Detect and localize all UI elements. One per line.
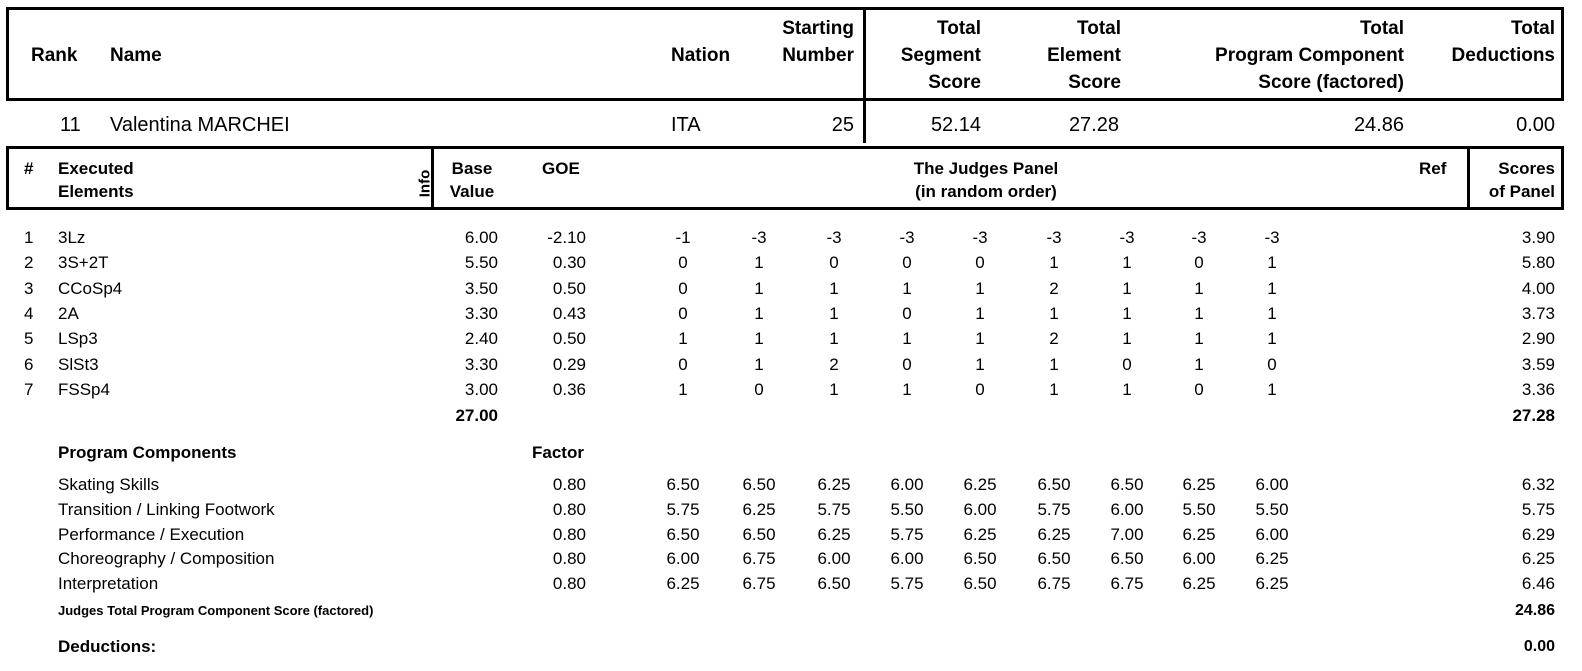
judge-mark: 0 [902,354,912,374]
judge-component-mark: 5.50 [1255,499,1289,519]
judge-component-mark: 6.50 [742,524,776,544]
element-panel-score: 3.73 [1521,303,1555,323]
element-name: FSSp4 [58,379,110,399]
judge-mark: 0 [975,253,985,273]
element-name: CCoSp4 [58,278,123,298]
element-base-value: 6.00 [464,228,498,247]
judge-mark: -3 [751,228,767,247]
ref-header: Ref [1419,159,1447,178]
judge-component-mark: 6.75 [1110,574,1144,594]
judge-component-mark: 6.25 [1255,574,1289,594]
element-name: LSp3 [58,329,98,349]
info-header: Info [416,169,434,198]
judge-component-mark: 6.75 [742,549,776,569]
judge-component-mark: 6.25 [1182,574,1216,594]
judge-component-mark: 6.00 [1255,475,1289,494]
judge-component-mark: 6.50 [817,574,851,594]
judge-mark: 1 [975,329,985,349]
component-factor: 0.80 [552,574,586,594]
judge-mark: 1 [1267,303,1277,323]
base-value-header: Base Value [449,159,495,201]
judges-panel-header: The Judges Panel (in random order) [913,159,1059,201]
judge-mark: 1 [1049,253,1059,273]
elements-base-total: 27.00 [455,406,498,425]
judge-component-mark: 6.00 [1255,524,1289,544]
header-divider [863,7,866,143]
judge-mark: 1 [902,278,912,298]
element-base-value: 3.00 [464,379,498,399]
judge-mark: 0 [678,278,688,298]
judge-component-mark: 6.00 [890,475,924,494]
judge-mark: 1 [1122,329,1132,349]
judge-component-mark: 6.50 [666,475,700,494]
component-panel-score: 6.46 [1521,574,1555,594]
total-element-score-header: Total Element Score [1047,18,1121,93]
judge-mark: 1 [1267,379,1277,399]
judge-mark: 0 [975,379,985,399]
component-name: Interpretation [58,574,159,594]
scores-of-panel-header: Scores of Panel [1488,159,1555,201]
judge-component-mark: 6.00 [666,549,700,569]
judge-mark: 1 [1122,253,1132,273]
element-base-value: 2.40 [464,329,498,349]
judge-mark: 0 [902,303,912,323]
judge-component-mark: 6.00 [1110,499,1144,519]
judge-component-mark: 5.50 [890,499,924,519]
judge-mark: 1 [1194,354,1204,374]
scores-divider [1467,146,1470,210]
element-panel-score: 4.00 [1521,278,1555,298]
judge-mark: 0 [902,253,912,273]
program-components-title: Program Components [58,443,237,462]
judge-component-mark: 6.25 [1182,524,1216,544]
element-number: 7 [24,379,34,399]
component-panel-score: 6.25 [1521,549,1555,569]
element-number: 1 [24,228,34,247]
judge-component-mark: 6.25 [1182,475,1216,494]
judge-component-mark: 6.50 [1110,475,1144,494]
judge-mark: -3 [899,228,915,247]
skater-total-pcs: 24.86 [1353,114,1404,136]
judge-component-mark: 6.00 [963,499,997,519]
total-pcs-header: Total Program Component Score (factored) [1215,18,1404,93]
judge-component-mark: 6.25 [963,475,997,494]
judge-mark: -3 [826,228,842,247]
element-base-value: 3.50 [464,278,498,298]
judge-component-mark: 5.75 [666,499,700,519]
judge-mark: 0 [1194,253,1204,273]
judge-component-mark: 6.50 [1037,549,1071,569]
judge-component-mark: 6.25 [817,524,851,544]
pcs-total-value: 24.86 [1514,602,1555,619]
judge-mark: 1 [1267,278,1277,298]
rank-header: Rank [31,45,78,66]
element-goe: 0.30 [552,253,586,273]
component-panel-score: 5.75 [1521,499,1555,519]
element-number: 6 [24,354,34,374]
judge-mark: 1 [678,329,688,349]
deductions-label: Deductions: [58,637,157,656]
judge-component-mark: 6.25 [817,475,851,494]
judge-component-mark: 6.00 [890,549,924,569]
judge-mark: 1 [902,379,912,399]
judge-mark: 1 [975,303,985,323]
judge-mark: 1 [754,278,764,298]
judge-mark: -3 [1119,228,1135,247]
judge-mark: -3 [1264,228,1280,247]
num-header: # [24,159,34,178]
element-number: 2 [24,253,34,273]
judge-mark: 1 [1049,354,1059,374]
element-goe: 0.36 [552,379,586,399]
element-panel-score: 3.90 [1521,228,1555,247]
skater-starting-number: 25 [831,114,854,136]
factor-header: Factor [532,443,584,462]
judge-mark: 1 [1122,379,1132,399]
element-number: 3 [24,278,34,298]
judge-mark: 1 [829,278,839,298]
name-header: Name [110,45,162,66]
judge-component-mark: 6.50 [1037,475,1071,494]
judge-mark: 1 [1122,278,1132,298]
element-base-value: 3.30 [464,354,498,374]
judge-mark: 1 [975,354,985,374]
element-number: 4 [24,303,34,323]
judge-mark: 1 [829,379,839,399]
element-base-value: 3.30 [464,303,498,323]
judge-component-mark: 5.75 [1037,499,1071,519]
component-name: Choreography / Composition [58,549,275,569]
judge-component-mark: 6.75 [742,574,776,594]
element-base-value: 5.50 [464,253,498,273]
judge-mark: 2 [829,354,839,374]
element-goe: 0.29 [552,354,586,374]
judge-mark: 1 [754,303,764,323]
judge-mark: 0 [678,303,688,323]
judge-mark: 1 [1049,379,1059,399]
judge-mark: 1 [1049,303,1059,323]
element-panel-score: 3.59 [1521,354,1555,374]
judge-component-mark: 5.75 [890,524,924,544]
judge-component-mark: 6.50 [963,574,997,594]
judge-mark: 1 [1122,303,1132,323]
judge-component-mark: 6.50 [963,549,997,569]
element-panel-score: 2.90 [1521,329,1555,349]
judge-mark: 1 [678,379,688,399]
judge-mark: 1 [829,329,839,349]
elements-header-box [6,146,1564,210]
skater-name: Valentina MARCHEI [110,114,290,136]
judge-mark: 1 [754,354,764,374]
total-deductions-header: Total Deductions [1451,18,1555,66]
judge-mark: 1 [1267,253,1277,273]
element-panel-score: 3.36 [1521,379,1555,399]
judge-component-mark: 6.50 [666,524,700,544]
component-factor: 0.80 [552,524,586,544]
goe-header: GOE [542,159,580,178]
element-goe: 0.43 [552,303,586,323]
judge-mark: 0 [678,253,688,273]
skater-total-element-score: 27.28 [1068,114,1119,136]
starting-number-header: Starting Number [782,18,854,66]
judge-mark: 1 [1194,303,1204,323]
judge-mark: 0 [1122,354,1132,374]
judge-mark: 2 [1049,278,1059,298]
component-name: Transition / Linking Footwork [58,499,275,519]
element-panel-score: 5.80 [1521,253,1555,273]
skater-nation: ITA [671,114,701,136]
judge-component-mark: 5.50 [1182,499,1216,519]
element-name: SlSt3 [58,354,99,374]
judge-mark: 2 [1049,329,1059,349]
element-goe: -2.10 [547,228,586,247]
component-panel-score: 6.29 [1521,524,1555,544]
judge-component-mark: 6.25 [1255,549,1289,569]
judge-mark: 1 [754,329,764,349]
pcs-total-label: Judges Total Program Component Score (factored) [58,603,374,618]
judge-mark: 0 [1267,354,1277,374]
judge-mark: 1 [829,303,839,323]
judge-component-mark: 6.25 [1037,524,1071,544]
judge-mark: -3 [1191,228,1207,247]
judge-component-mark: 5.75 [890,574,924,594]
element-name: 2A [58,303,79,323]
judge-mark: 1 [1194,278,1204,298]
executed-elements-header: Executed Elements [58,159,134,201]
judge-mark: -3 [1046,228,1062,247]
judge-component-mark: 7.00 [1110,524,1144,544]
skater-total-segment-score: 52.14 [930,114,981,136]
judge-mark: 0 [829,253,839,273]
elements-score-total: 27.28 [1512,406,1555,425]
judge-mark: 1 [1267,329,1277,349]
component-name: Skating Skills [58,475,160,494]
element-number: 5 [24,329,34,349]
judge-component-mark: 6.75 [1037,574,1071,594]
judge-mark: 1 [1194,329,1204,349]
component-name: Performance / Execution [58,524,245,544]
element-name: 3Lz [58,228,86,247]
judge-component-mark: 5.75 [817,499,851,519]
element-goe: 0.50 [552,278,586,298]
judge-mark: 1 [902,329,912,349]
judge-component-mark: 6.25 [742,499,776,519]
skater-total-deductions: 0.00 [1516,114,1555,136]
judge-component-mark: 6.25 [963,524,997,544]
judge-component-mark: 6.00 [817,549,851,569]
judge-mark: 0 [678,354,688,374]
component-panel-score: 6.32 [1521,475,1555,494]
judge-component-mark: 6.50 [1110,549,1144,569]
component-factor: 0.80 [552,549,586,569]
component-factor: 0.80 [552,475,586,494]
judge-component-mark: 6.00 [1182,549,1216,569]
deductions-value: 0.00 [1523,638,1555,655]
element-name: 3S+2T [58,253,109,273]
judge-mark: -3 [972,228,988,247]
judge-mark: 1 [754,253,764,273]
judge-mark: 1 [975,278,985,298]
judge-component-mark: 6.50 [742,475,776,494]
total-segment-score-header: Total Segment Score [900,18,981,93]
judge-mark: 0 [1194,379,1204,399]
judge-component-mark: 6.25 [666,574,700,594]
judge-mark: -1 [675,228,691,247]
judge-mark: 0 [754,379,764,399]
skater-rank: 11 [60,114,81,136]
component-factor: 0.80 [552,499,586,519]
element-goe: 0.50 [552,329,586,349]
nation-header: Nation [671,45,731,66]
